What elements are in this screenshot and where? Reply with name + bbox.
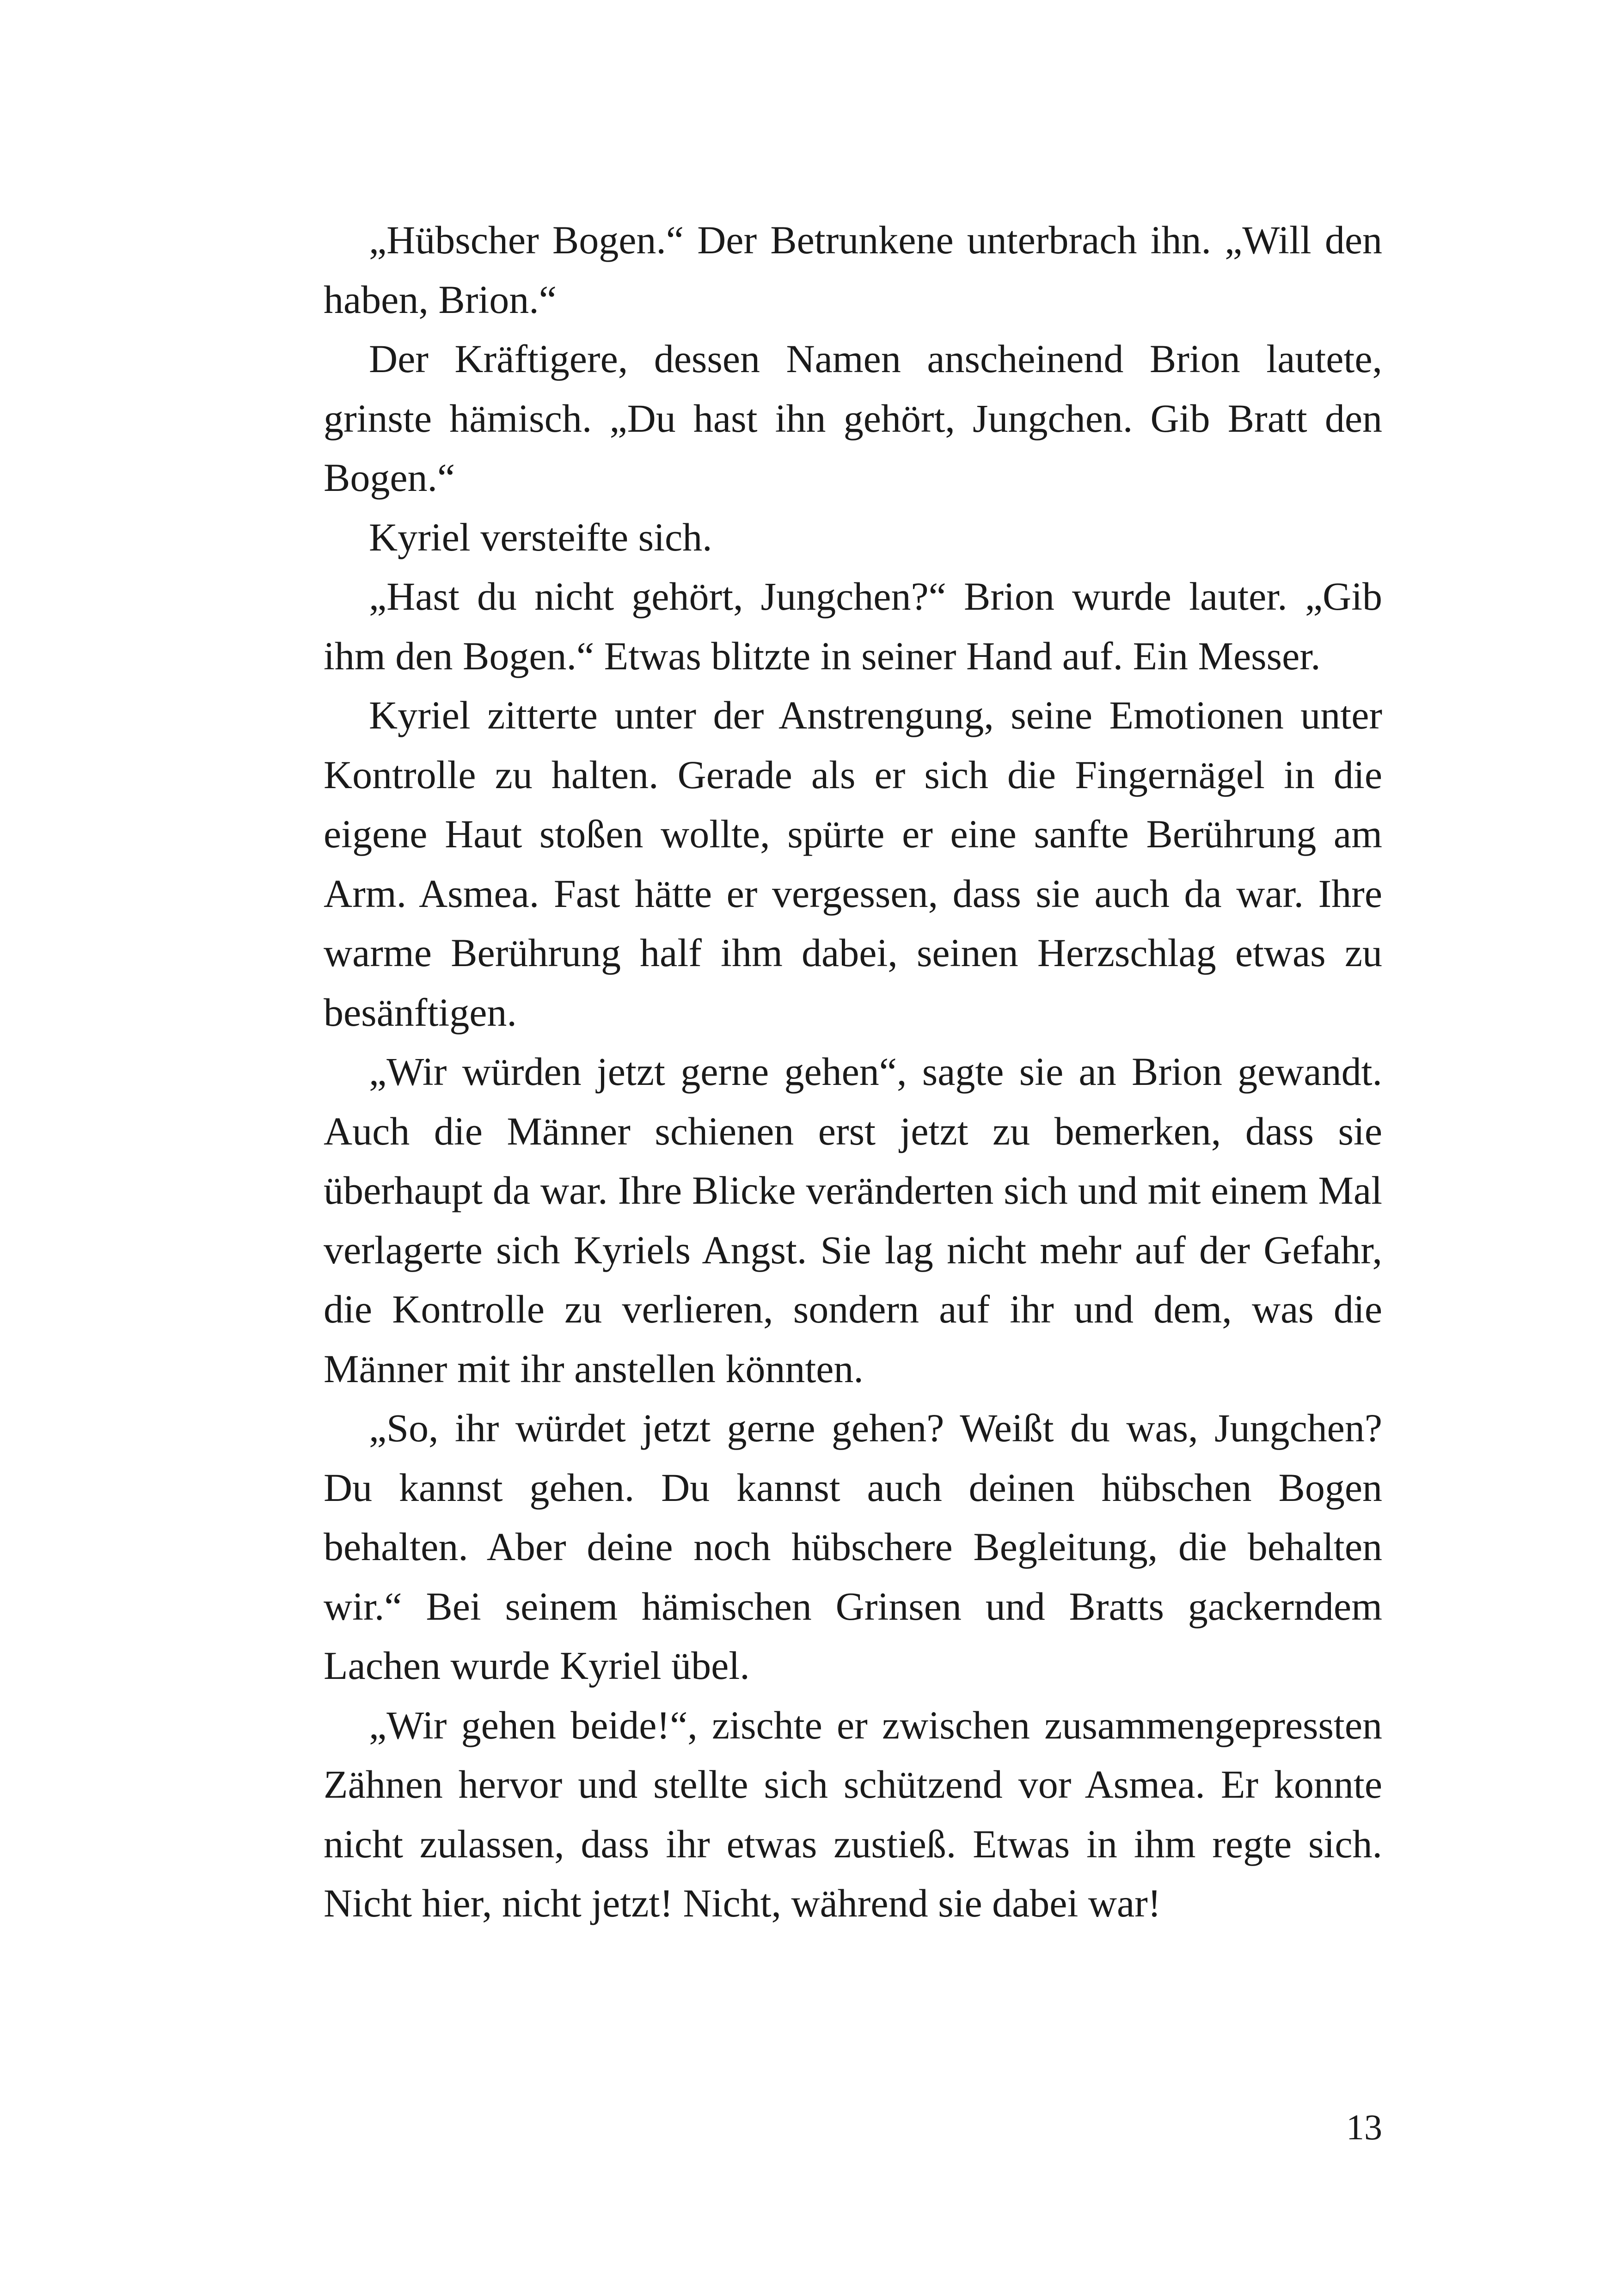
paragraph-3: Kyriel versteifte sich. (369, 514, 712, 559)
paragraph-7: „So, ihr würdet jetzt gerne gehen? Weißt du was, Jungchen? Du kannst gehen. Du kannst auch deinen hübschen Bogen behalten. Aber deine noch hübschere Begleitung, die behalten wir.“ Bei seinem hämischen Grinsen und Bratts gackerndem Lachen wurde Kyriel übel. (324, 1406, 1382, 1688)
paragraph-2: Der Kräftigere, dessen Namen anscheinend Brion lautete, grinste hämisch. „Du hast ihn gehört, Jungchen. Gib Bratt den Bogen.“ (324, 337, 1382, 500)
body-text (324, 210, 1382, 1933)
page-number: 13 (1346, 2107, 1382, 2147)
paragraph-4: „Hast du nicht gehört, Jungchen?“ Brion wurde lauter. „Gib ihm den Bogen.“ Etwas blitzte in seiner Hand auf. Ein Messer. (324, 574, 1382, 678)
paragraph-6: „Wir würden jetzt gerne gehen“, sagte sie an Brion gewandt. Auch die Männer schienen erst jetzt zu bemerken, dass sie überhaupt da war. Ihre Blicke veränderten sich und mit einem Mal verlagerte sich Kyriels Angst. Sie lag nicht mehr auf der Gefahr, die Kontrolle zu verlieren, sondern auf ihr und dem, was die Männer mit ihr anstellen könnten. (324, 1049, 1382, 1391)
paragraph-8: „Wir gehen beide!“, zischte er zwischen zusammengepressten Zähnen hervor und stellte sich schützend vor Asmea. Er konnte nicht zulassen, dass ihr etwas zustieß. Etwas in ihm regte sich. Nicht hier, nicht jetzt! Nicht, während sie dabei war! (324, 1702, 1382, 1925)
paragraph-1: „Hübscher Bogen.“ Der Betrunkene unterbrach ihn. „Will den haben, Brion.“ (324, 218, 1382, 322)
paragraph-5: Kyriel zitterte unter der Anstrengung, seine Emotionen unter Kontrolle zu halten. Gerade als er sich die Fingernägel in die eigene Haut stoßen wollte, spürte er eine sanfte Berührung am Arm. Asmea. Fast hätte er vergessen, dass sie auch da war. Ihre warme Berührung half ihm dabei, seinen Herzschlag etwas zu besänftigen. (324, 693, 1382, 1035)
